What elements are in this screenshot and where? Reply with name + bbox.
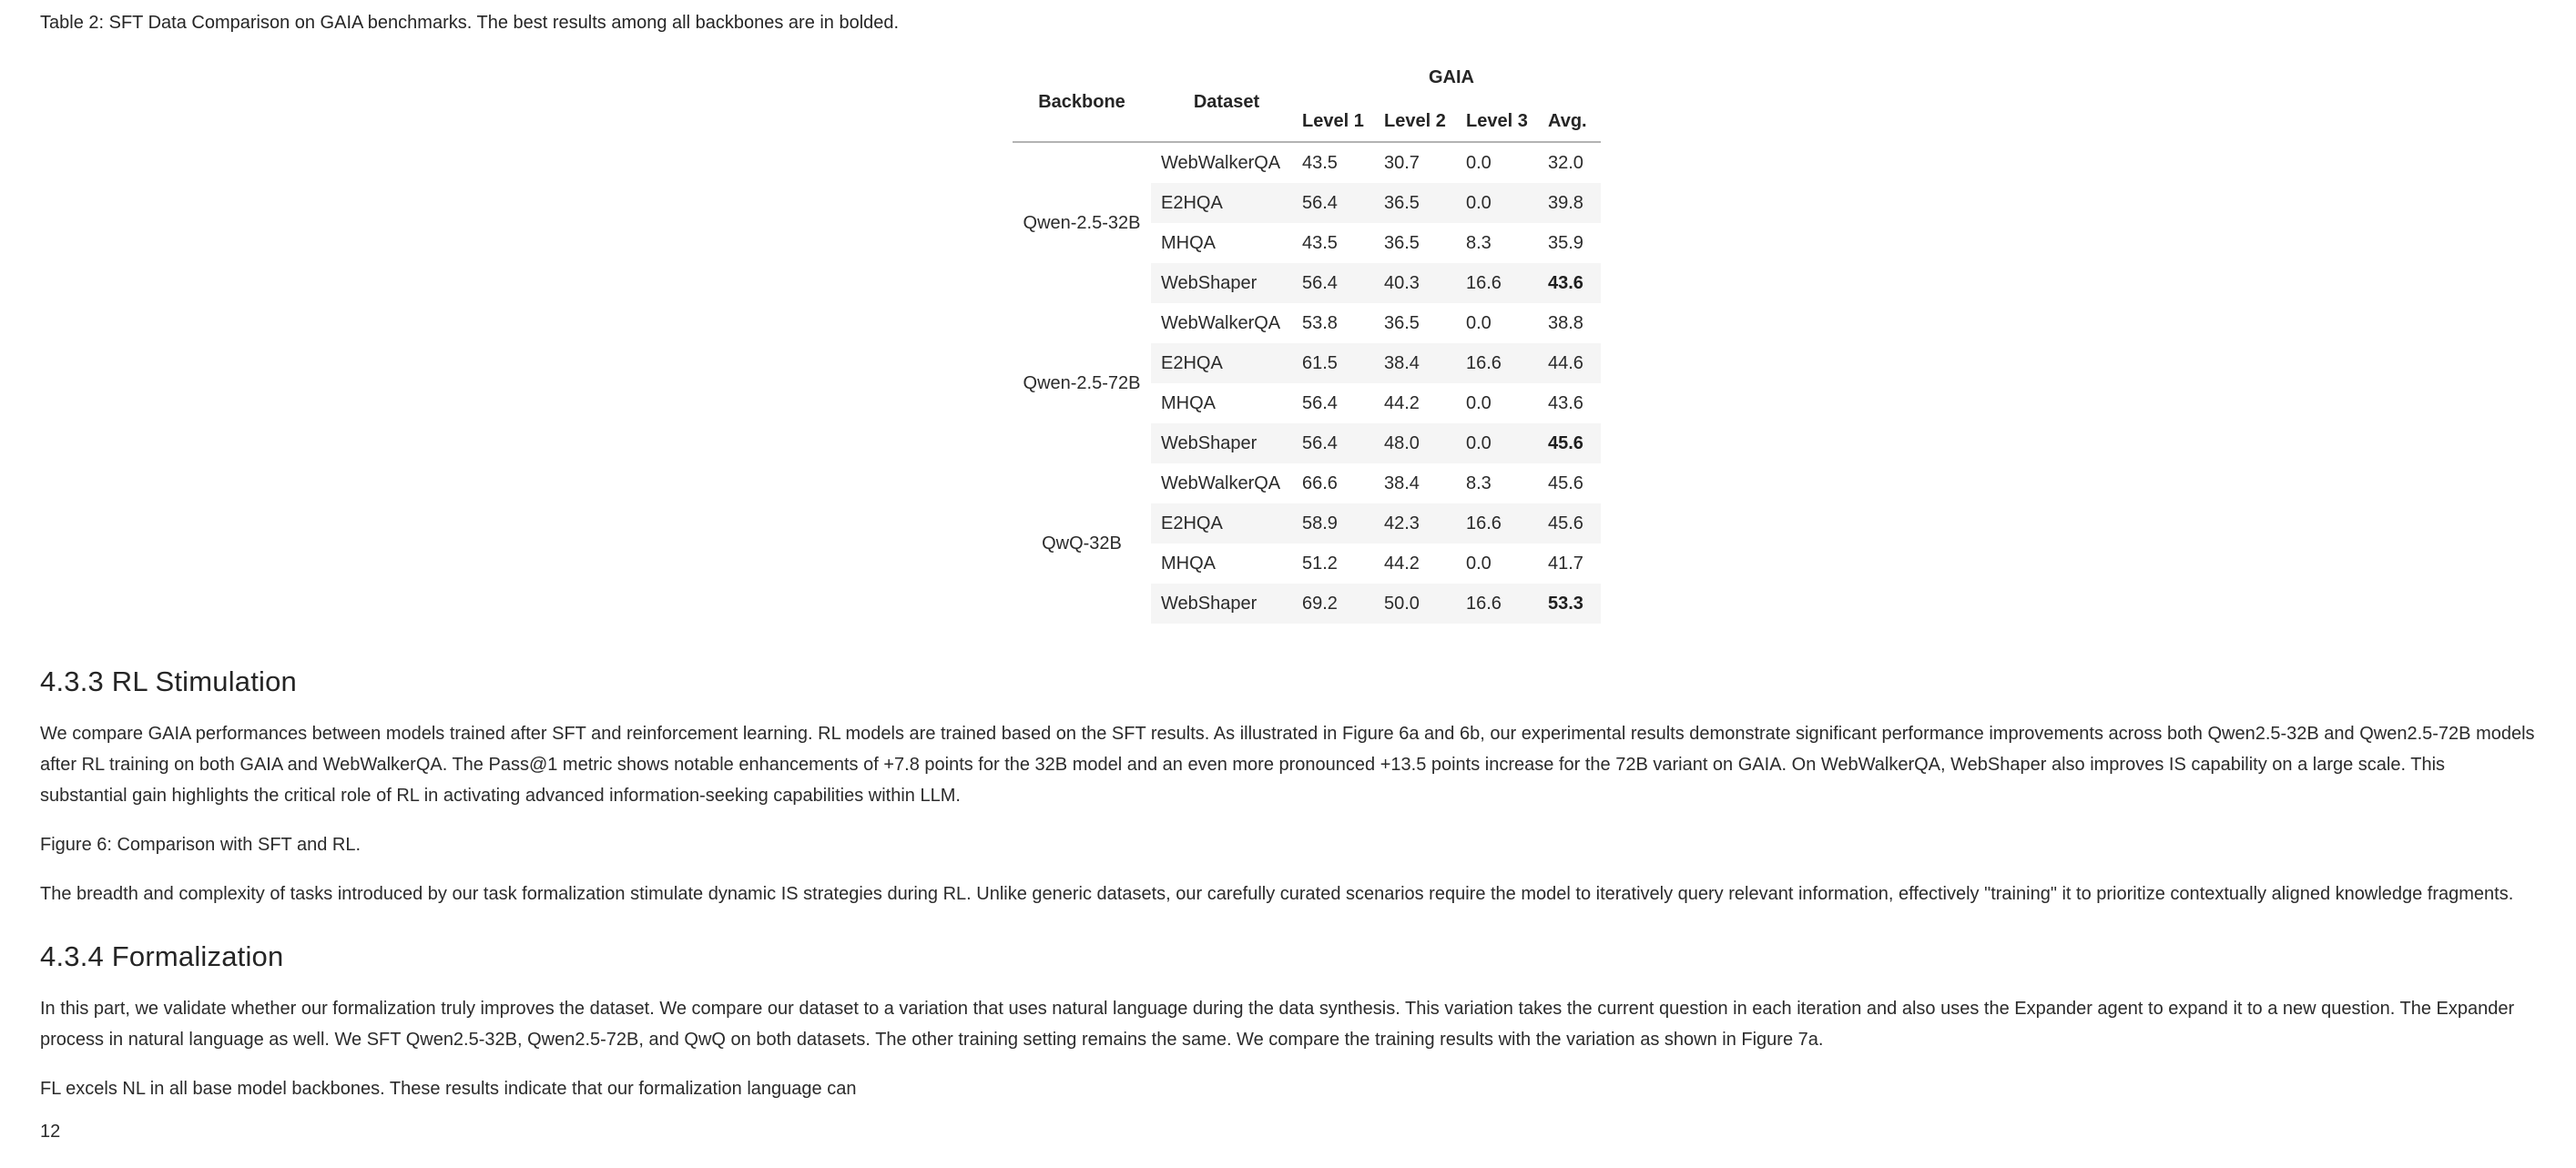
table-row	[1013, 142, 1601, 183]
level2-cell: 38.4	[1384, 472, 1420, 493]
level2-cell: 40.3	[1384, 263, 1466, 303]
sft-comparison-table	[1013, 64, 1601, 624]
table-header	[1013, 64, 1601, 142]
avg-cell: 45.6	[1548, 423, 1601, 463]
paragraph-rl-results: We compare GAIA performances between models trained after SFT and reinforcement learning. RL models are trained based on the SFT results. As illustrated in Figure 6a and 6b, our experimental results demonstrate significant performance improvements across both Qwen2.5-32B and Qwen2.5-72B models after RL training on both GAIA and WebWalkerQA. The Pass@1 metric shows notable enhancements of +7.8 points for the 32B model and an even more pronounced +13.5 points increase for the 72B variant on GAIA. On WebWalkerQA, WebShaper also improves IS capability on a large scale. This substantial gain highlights the critical role of RL in activating advanced information-seeking capabilities within LLM.	[40, 724, 2535, 806]
dataset-cell: WebShaper	[1151, 263, 1302, 303]
level1-cell: 43.5	[1302, 232, 1338, 253]
backbone-cell: Qwen-2.5-72B	[1013, 303, 1151, 463]
paragraph-fl-excels: FL excels NL in all base model backbones. These results indicate that our formalization language can	[40, 1079, 857, 1099]
level2-cell: 50.0	[1384, 584, 1466, 624]
page-number: 12	[40, 1122, 61, 1142]
level1-cell: 58.9	[1302, 503, 1384, 543]
avg-cell: 45.6	[1548, 503, 1601, 543]
dataset-cell: WebWalkerQA	[1161, 472, 1281, 493]
avg-cell: 41.7	[1548, 553, 1583, 574]
level2-cell: 44.2	[1384, 553, 1420, 574]
dataset-cell: WebWalkerQA	[1161, 152, 1281, 173]
avg-cell: 53.3	[1548, 584, 1601, 624]
avg-cell: 43.6	[1548, 392, 1583, 413]
sft-comparison-table-wrap	[1013, 64, 1601, 624]
col-header-level1: Level 1	[1302, 91, 1384, 142]
level1-cell: 56.4	[1302, 263, 1384, 303]
avg-cell: 45.6	[1548, 472, 1583, 493]
level2-cell: 30.7	[1384, 152, 1420, 173]
section-heading-4-3-3: 4.3.3 RL Stimulation	[40, 665, 298, 697]
avg-cell: 35.9	[1548, 232, 1583, 253]
level3-cell: 0.0	[1466, 312, 1492, 333]
level3-cell: 16.6	[1466, 263, 1548, 303]
dataset-cell: WebShaper	[1151, 584, 1302, 624]
level3-cell: 0.0	[1466, 392, 1492, 413]
level3-cell: 16.6	[1466, 343, 1548, 383]
backbone-cell: Qwen-2.5-32B	[1013, 142, 1151, 303]
col-header-level3: Level 3	[1466, 91, 1548, 142]
col-header-level2: Level 2	[1384, 91, 1466, 142]
col-header-gaia: GAIA	[1429, 66, 1474, 87]
level1-cell: 43.5	[1302, 152, 1338, 173]
avg-cell: 38.8	[1548, 312, 1583, 333]
level1-cell: 51.2	[1302, 553, 1338, 574]
avg-cell: 32.0	[1548, 152, 1583, 173]
level2-cell: 38.4	[1384, 343, 1466, 383]
paragraph-formalization-validation: In this part, we validate whether our formalization truly improves the dataset. We compare our dataset to a variation that uses natural language during the data synthesis. This variation takes the current question in each iteration and also uses the Expander agent to expand it to a new question. The Expander process in natural language as well. We SFT Qwen2.5-32B, Qwen2.5-72B, and QwQ on both datasets. The other training setting remains the same. We compare the training results with the variation as shown in Figure 7a.	[40, 999, 2515, 1050]
table-caption: Table 2: SFT Data Comparison on GAIA benchmarks. The best results among all backbones are in bolded.	[40, 13, 900, 33]
level3-cell: 0.0	[1466, 423, 1548, 463]
figure-6-caption: Figure 6: Comparison with SFT and RL.	[40, 835, 361, 855]
level2-cell: 48.0	[1384, 423, 1466, 463]
col-header-avg: Avg.	[1548, 91, 1601, 142]
level2-cell: 36.5	[1384, 232, 1420, 253]
dataset-cell: E2HQA	[1151, 343, 1302, 383]
level3-cell: 16.6	[1466, 503, 1548, 543]
avg-cell: 39.8	[1548, 183, 1601, 223]
level1-cell: 53.8	[1302, 312, 1338, 333]
level2-cell: 44.2	[1384, 392, 1420, 413]
level1-cell: 61.5	[1302, 343, 1384, 383]
level1-cell: 56.4	[1302, 392, 1338, 413]
dataset-cell: WebShaper	[1151, 423, 1302, 463]
dataset-cell: MHQA	[1161, 392, 1216, 413]
dataset-cell: E2HQA	[1151, 183, 1302, 223]
avg-cell: 44.6	[1548, 343, 1601, 383]
dataset-cell: MHQA	[1161, 553, 1216, 574]
level1-cell: 69.2	[1302, 584, 1384, 624]
level3-cell: 16.6	[1466, 584, 1548, 624]
dataset-cell: WebWalkerQA	[1161, 312, 1281, 333]
level3-cell: 0.0	[1466, 553, 1492, 574]
table-row	[1013, 463, 1601, 503]
level1-cell: 56.4	[1302, 423, 1384, 463]
section-heading-4-3-4: 4.3.4 Formalization	[40, 940, 284, 972]
dataset-cell: E2HQA	[1151, 503, 1302, 543]
table-row	[1013, 303, 1601, 343]
avg-cell: 43.6	[1548, 263, 1601, 303]
level3-cell: 8.3	[1466, 232, 1492, 253]
level3-cell: 0.0	[1466, 183, 1548, 223]
level1-cell: 56.4	[1302, 183, 1384, 223]
col-header-dataset: Dataset	[1151, 64, 1302, 142]
table-body	[1013, 142, 1601, 624]
level2-cell: 36.5	[1384, 183, 1466, 223]
dataset-cell: MHQA	[1161, 232, 1216, 253]
backbone-cell: QwQ-32B	[1013, 463, 1151, 624]
level3-cell: 0.0	[1466, 152, 1492, 173]
paragraph-task-breadth: The breadth and complexity of tasks introduced by our task formalization stimulate dynamic IS strategies during RL. Unlike generic datasets, our carefully curated scenarios require the model to iteratively query relevant information, effectively "training" it to prioritize contextually aligned knowledge fragments.	[40, 884, 2514, 904]
level2-cell: 36.5	[1384, 312, 1420, 333]
table-header-row-group	[1013, 64, 1601, 91]
level2-cell: 42.3	[1384, 503, 1466, 543]
level1-cell: 66.6	[1302, 472, 1338, 493]
col-header-backbone: Backbone	[1013, 64, 1151, 142]
level3-cell: 8.3	[1466, 472, 1492, 493]
